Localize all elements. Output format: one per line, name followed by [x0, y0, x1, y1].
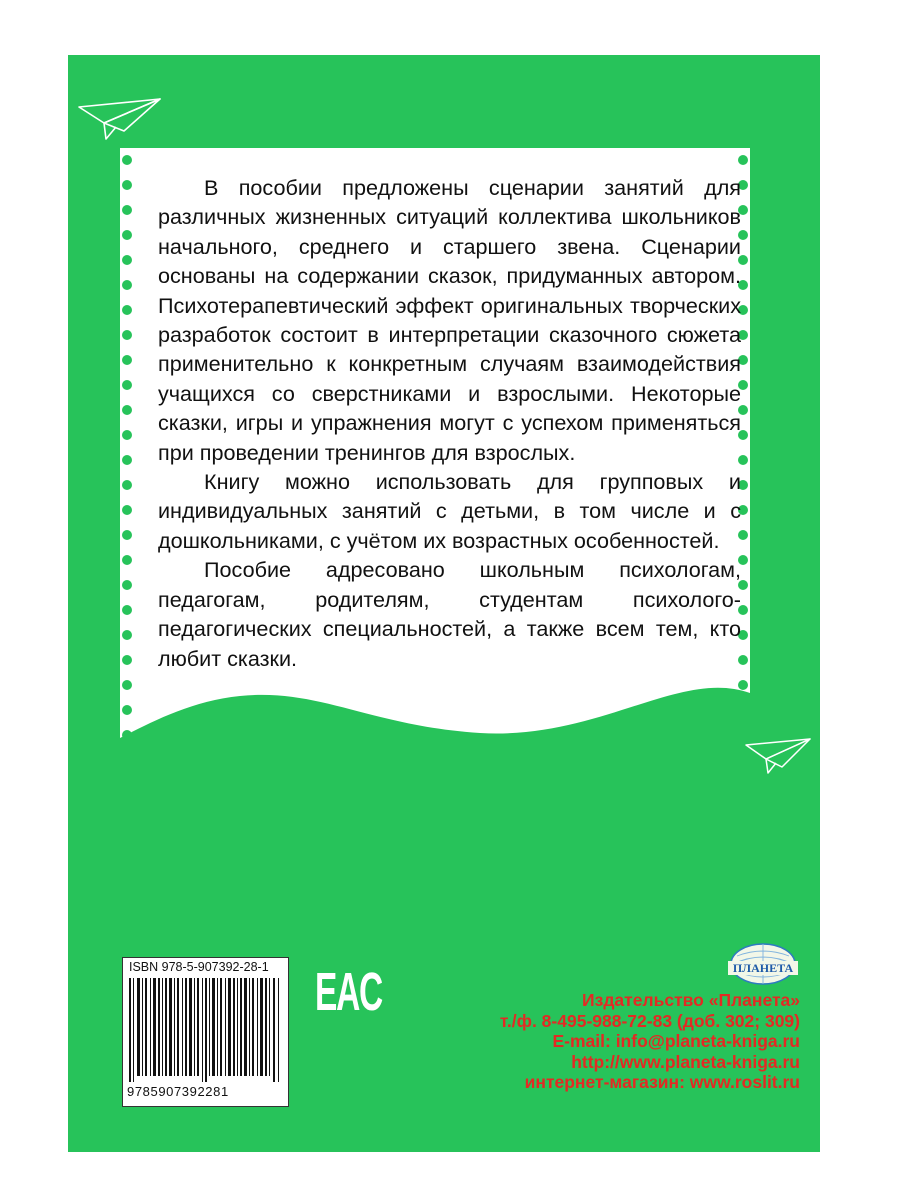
planeta-logo: [723, 942, 803, 992]
publisher-name: Издательство «Планета»: [582, 990, 800, 1010]
svg-text:ПЛАНЕТА: ПЛАНЕТА: [732, 961, 794, 975]
paper-plane-icon: [76, 95, 166, 145]
isbn-label: ISBN 978-5-907392-28-1: [129, 960, 269, 974]
barcode-number: 9785907392281: [127, 1084, 229, 1099]
barcode-bars: [127, 978, 284, 1082]
publisher-info: [500, 990, 800, 1093]
publisher-shop[interactable]: интернет-магазин: www.roslit.ru: [524, 1072, 800, 1092]
barcode: [122, 957, 289, 1107]
publisher-email[interactable]: E-mail: info@planeta-kniga.ru: [552, 1031, 800, 1051]
description-text: [158, 173, 741, 673]
book-back-cover: [68, 55, 820, 1152]
publisher-phone: т./ф. 8-495-988-72-83 (доб. 302; 309): [499, 1010, 800, 1031]
publisher-website[interactable]: http://www.planeta-kniga.ru: [571, 1051, 800, 1072]
description-paragraph-3: Пособие адресовано школьным психологам, педагогам, родителям, студентам психолого-педагогических специальностей, а также всем тем, кто любит сказки.: [158, 557, 741, 671]
eac-mark: EAC: [315, 962, 382, 1022]
description-paragraph-2: Книгу можно использовать для групповых и индивидуальных занятий с детьми, в том числе и с дошкольниками, с учётом их возрастных особенностей.: [158, 469, 741, 553]
description-paragraph-1: В пособии предложены сценарии занятий для различных жизненных ситуаций коллектива школьников начального, среднего и старшего звена. Сценарии основаны на содержании сказок, придуманных автором. Психотерапевтический эффект оригинальных творческих разработок состоит в интерпретации сказочного сюжета применительно к конкретным случаям взаимодействия учащихся со сверстниками и взрослыми. Некоторые сказки, игры и упражнения могут с успехом применяться при проведении тренингов для взрослых.: [158, 175, 741, 465]
